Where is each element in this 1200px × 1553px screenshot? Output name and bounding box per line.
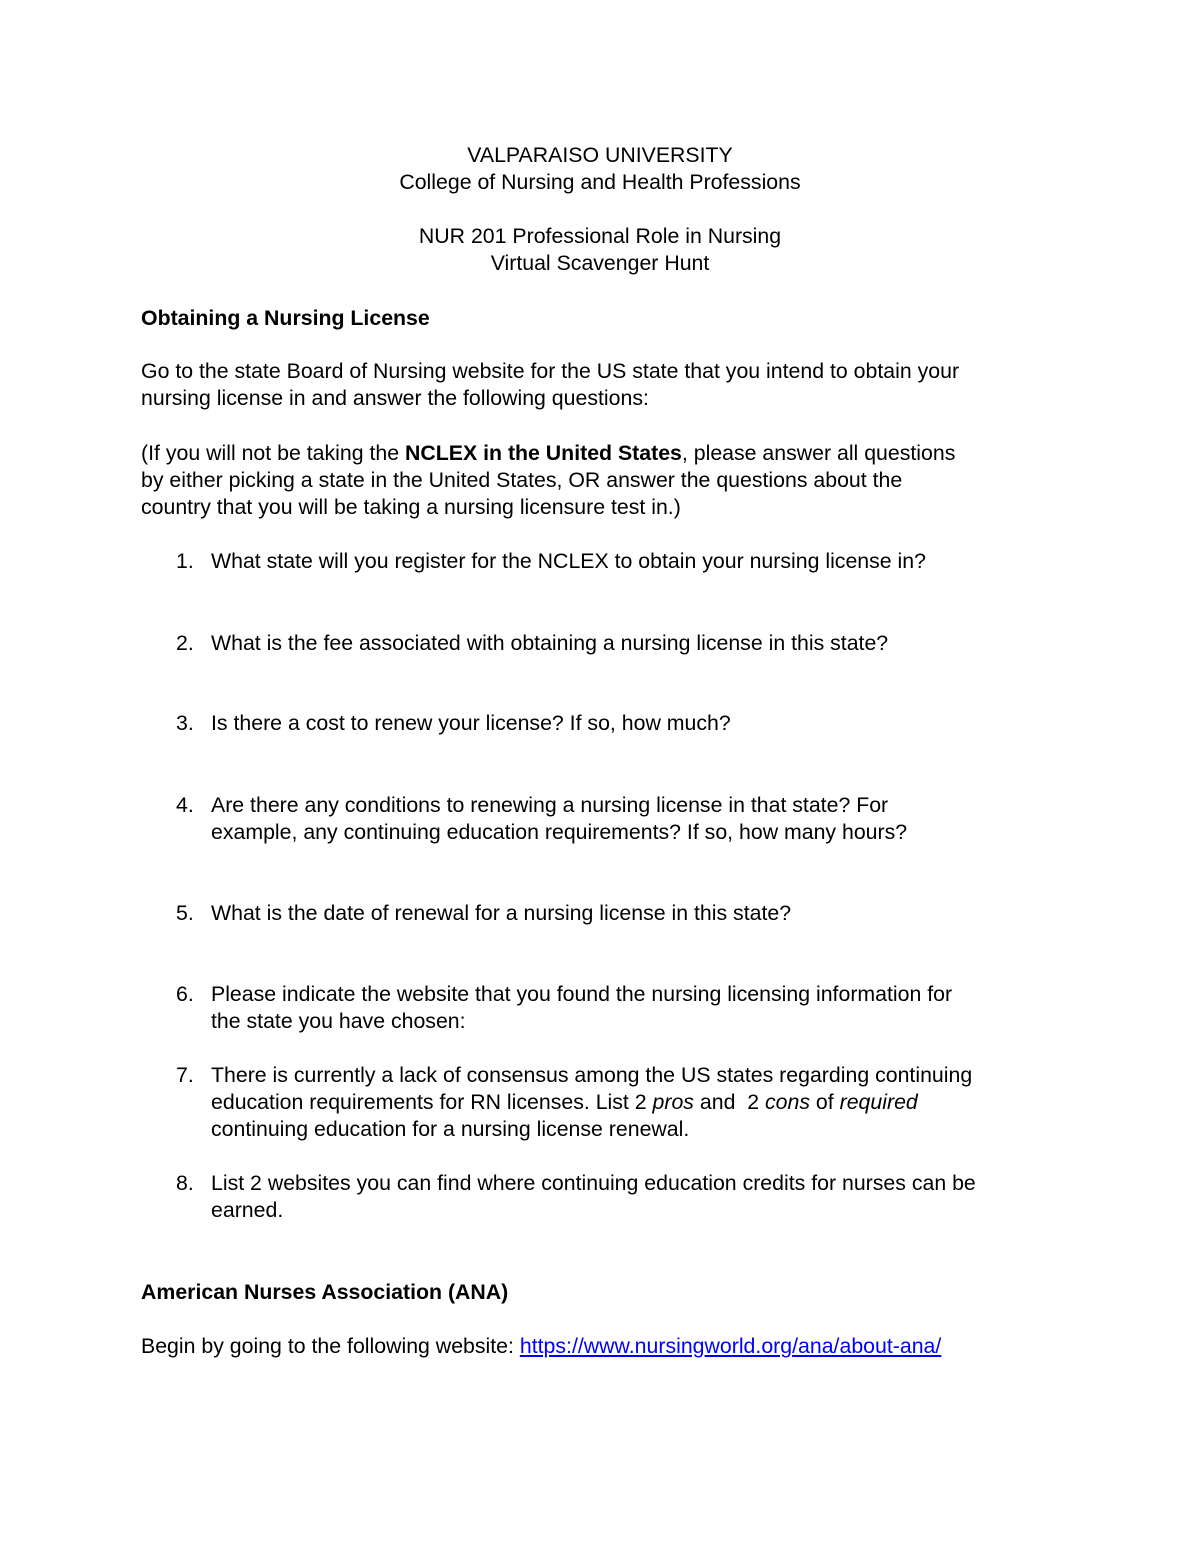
- question-number: 3.: [176, 711, 194, 735]
- course-title: NUR 201 Professional Role in Nursing: [418, 224, 782, 248]
- question-number: 2.: [176, 631, 194, 655]
- question-number: 1.: [176, 549, 194, 573]
- intro-line-1: Go to the state Board of Nursing website for the US state that you intend to obtain your: [141, 359, 960, 383]
- college-name: College of Nursing and Health Professions: [399, 170, 801, 194]
- university-name: VALPARAISO UNIVERSITY: [467, 143, 733, 167]
- question-text: Please indicate the website that you found the nursing licensing information for: [211, 982, 953, 1006]
- q7-pros: pros: [652, 1090, 694, 1114]
- question-number: 6.: [176, 982, 194, 1006]
- ana-intro: [141, 1333, 941, 1360]
- ana-intro-text: Begin by going to the following website:: [141, 1334, 520, 1358]
- note-text-a: (If you will not be taking the: [141, 441, 405, 465]
- note-line-3: country that you will be taking a nursing licensure test in.): [141, 495, 681, 519]
- intro-line-2: nursing license in and answer the following questions:: [141, 386, 649, 410]
- question-text: Is there a cost to renew your license? If so, how much?: [211, 711, 731, 735]
- section-heading-ana: American Nurses Association (ANA): [141, 1280, 509, 1304]
- question-text-continued: [211, 1089, 918, 1116]
- question-text: There is currently a lack of consensus among the US states regarding continuing: [211, 1063, 973, 1087]
- question-number: 8.: [176, 1171, 194, 1195]
- question-text: What is the fee associated with obtaining a nursing license in this state?: [211, 631, 889, 655]
- note-line-1: [141, 440, 955, 467]
- question-text-continued: example, any continuing education requirements? If so, how many hours?: [211, 820, 908, 844]
- assignment-title: Virtual Scavenger Hunt: [490, 251, 710, 275]
- question-text: Are there any conditions to renewing a nursing license in that state? For: [211, 793, 889, 817]
- note-text-b: , please answer all questions: [681, 441, 956, 465]
- question-text-continued: earned.: [211, 1198, 284, 1222]
- ana-website-link[interactable]: https://www.nursingworld.org/ana/about-ana/: [519, 1334, 942, 1358]
- question-text: What state will you register for the NCLEX to obtain your nursing license in?: [211, 549, 926, 573]
- q7-required: required: [839, 1090, 918, 1114]
- note-bold-nclex: NCLEX in the United States: [405, 441, 682, 465]
- question-text-continued: the state you have chosen:: [211, 1009, 466, 1033]
- question-number: 7.: [176, 1063, 194, 1087]
- q7-cons: cons: [765, 1090, 811, 1114]
- note-line-2: by either picking a state in the United States, OR answer the questions about the: [141, 468, 903, 492]
- q7-text-a: education requirements for RN licenses. List 2: [211, 1090, 653, 1114]
- question-text-continued: continuing education for a nursing license renewal.: [211, 1117, 690, 1141]
- question-number: 4.: [176, 793, 194, 817]
- q7-text-b: and 2: [693, 1090, 766, 1114]
- question-text: List 2 websites you can find where continuing education credits for nurses can be: [211, 1171, 976, 1195]
- q7-text-c: of: [810, 1090, 840, 1114]
- question-number: 5.: [176, 901, 194, 925]
- question-text: What is the date of renewal for a nursing license in this state?: [211, 901, 792, 925]
- section-heading-nursing-license: Obtaining a Nursing License: [141, 306, 430, 330]
